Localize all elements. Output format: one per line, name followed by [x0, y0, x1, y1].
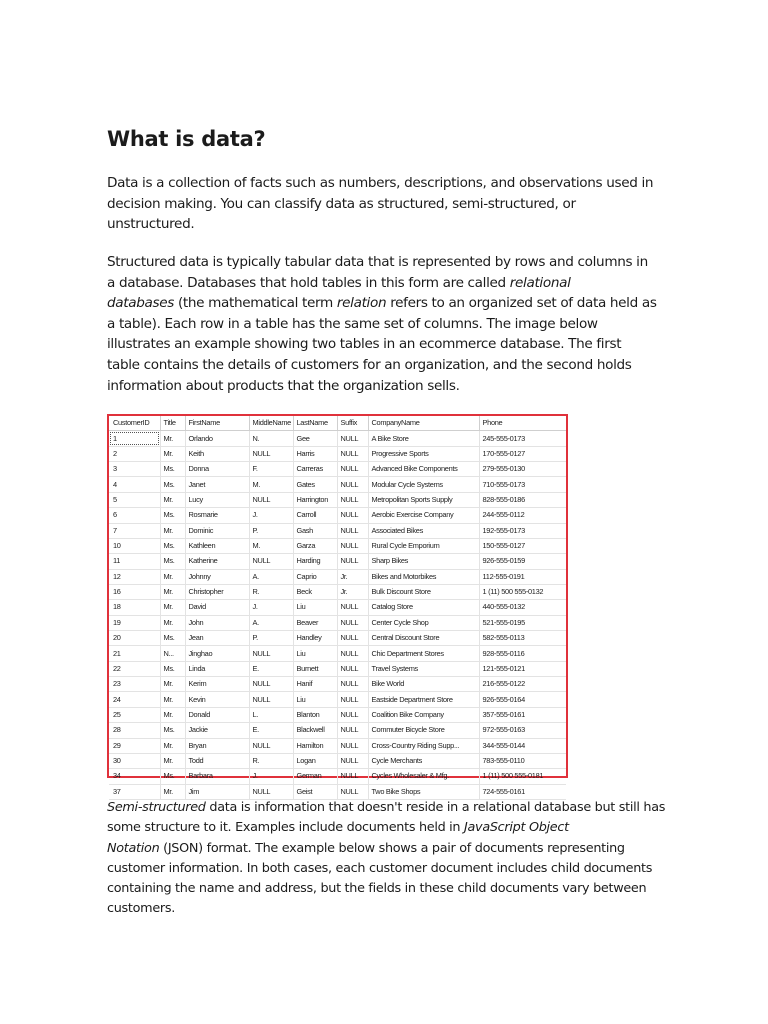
table-cell: NULL: [249, 446, 293, 461]
table-cell: Ms.: [160, 661, 185, 676]
table-cell: M.: [249, 538, 293, 553]
table-cell: Gash: [293, 523, 337, 538]
table-cell: Mr.: [160, 738, 185, 753]
table-cell: 521-555-0195: [479, 615, 566, 630]
table-cell: John: [185, 615, 249, 630]
table-row: [109, 600, 566, 615]
table-cell: Ms.: [160, 723, 185, 738]
table-cell: Harris: [293, 446, 337, 461]
table-cell: Orlando: [185, 431, 249, 446]
table-cell: Ms.: [160, 538, 185, 553]
table-cell: NULL: [337, 753, 368, 768]
column-header: Suffix: [337, 416, 368, 431]
table-cell: Mr.: [160, 446, 185, 461]
table-cell: 440-555-0132: [479, 600, 566, 615]
table-row: [109, 631, 566, 646]
table-cell: Jinghao: [185, 646, 249, 661]
table-cell: NULL: [337, 692, 368, 707]
text-line: [107, 818, 667, 838]
paragraph-structured-data: [107, 252, 667, 396]
table-cell: 245-555-0173: [479, 431, 566, 446]
table-cell: Barbara: [185, 769, 249, 784]
table-cell: NULL: [337, 615, 368, 630]
table-cell: 34: [109, 769, 160, 784]
table-cell: Center Cycle Shop: [368, 615, 479, 630]
table-cell: NULL: [337, 661, 368, 676]
table-cell: Mr.: [160, 492, 185, 507]
table-row: [109, 538, 566, 553]
table-cell: Bulk Discount Store: [368, 584, 479, 599]
table-cell: Mr.: [160, 677, 185, 692]
table-cell: NULL: [337, 738, 368, 753]
table-cell: Jean: [185, 631, 249, 646]
text-run: a database. Databases that hold tables in this form are called: [107, 274, 510, 291]
text-run: (JSON) format. The example below shows a pair of documents representing: [159, 840, 625, 856]
table-cell: F.: [249, 462, 293, 477]
table-cell: 4: [109, 477, 160, 492]
table-cell: NULL: [337, 631, 368, 646]
table-row: [109, 692, 566, 707]
table-cell: Keith: [185, 446, 249, 461]
table-cell: 112-555-0191: [479, 569, 566, 584]
table-cell: 1: [109, 431, 160, 446]
table-cell: Hanif: [293, 677, 337, 692]
table-row: [109, 723, 566, 738]
table-cell: Harrington: [293, 492, 337, 507]
text-line: Structured data is typically tabular data that is represented by rows and columns in: [107, 254, 648, 270]
table-cell: Kathleen: [185, 538, 249, 553]
table-row: [109, 584, 566, 599]
table-cell: E.: [249, 661, 293, 676]
table-cell: NULL: [337, 508, 368, 523]
column-header: CustomerID: [109, 416, 160, 431]
table-cell: Cross-Country Riding Supp...: [368, 738, 479, 753]
table-cell: Dominic: [185, 523, 249, 538]
table-cell: 279-555-0130: [479, 462, 566, 477]
table-cell: M.: [249, 477, 293, 492]
paragraph-semi-structured: [107, 798, 667, 920]
table-cell: Mr.: [160, 753, 185, 768]
table-cell: NULL: [249, 554, 293, 569]
table-cell: 150-555-0127: [479, 538, 566, 553]
text-line: [107, 273, 667, 294]
column-header: CompanyName: [368, 416, 479, 431]
table-cell: Jr.: [337, 584, 368, 599]
table-cell: Carroll: [293, 508, 337, 523]
column-header: LastName: [293, 416, 337, 431]
table-cell: Beaver: [293, 615, 337, 630]
table-cell: 6: [109, 508, 160, 523]
table-cell: Ms.: [160, 631, 185, 646]
table-cell: 10: [109, 538, 160, 553]
table-cell: Ms.: [160, 477, 185, 492]
column-header: FirstName: [185, 416, 249, 431]
table-cell: Liu: [293, 600, 337, 615]
table-cell: Liu: [293, 646, 337, 661]
table-cell: N.: [249, 431, 293, 446]
table-cell: N...: [160, 646, 185, 661]
table-row: [109, 508, 566, 523]
text-line: [107, 839, 667, 859]
table-cell: NULL: [337, 707, 368, 722]
table-cell: Aerobic Exercise Company: [368, 508, 479, 523]
table-cell: Mr.: [160, 431, 185, 446]
table-cell: Rural Cycle Emporium: [368, 538, 479, 553]
table-cell: NULL: [249, 692, 293, 707]
table-cell: Ms.: [160, 462, 185, 477]
table-cell: NULL: [337, 677, 368, 692]
table-row: [109, 492, 566, 507]
text-line: decision making. You can classify data as structured, semi-structured, or: [107, 195, 576, 212]
table-cell: NULL: [337, 446, 368, 461]
table-cell: 5: [109, 492, 160, 507]
customer-table-figure: [107, 414, 568, 796]
text-line: [107, 798, 667, 818]
table-cell: 344-555-0144: [479, 738, 566, 753]
table-cell: 22: [109, 661, 160, 676]
table-cell: Christopher: [185, 584, 249, 599]
table-cell: P.: [249, 523, 293, 538]
table-cell: 30: [109, 753, 160, 768]
table-row: [109, 646, 566, 661]
text-run: some structure to it. Examples include documents held in: [107, 820, 465, 836]
table-cell: Chic Department Stores: [368, 646, 479, 661]
table-cell: Ms.: [160, 508, 185, 523]
table-cell: 12: [109, 569, 160, 584]
table-cell: NULL: [337, 723, 368, 738]
table-cell: 926-555-0164: [479, 692, 566, 707]
table-cell: A Bike Store: [368, 431, 479, 446]
table-cell: NULL: [337, 462, 368, 477]
text-line: customer information. In both cases, each customer document includes child documents: [107, 860, 653, 876]
table-cell: Johnny: [185, 569, 249, 584]
table-row: [109, 769, 566, 784]
table-cell: J.: [249, 769, 293, 784]
table-cell: 928-555-0116: [479, 646, 566, 661]
table-cell: Mr.: [160, 523, 185, 538]
table-cell: Ms.: [160, 554, 185, 569]
table-cell: Ms.: [160, 769, 185, 784]
table-cell: 926-555-0159: [479, 554, 566, 569]
table-cell: Blanton: [293, 707, 337, 722]
table-cell: Linda: [185, 661, 249, 676]
column-header: Title: [160, 416, 185, 431]
table-cell: Logan: [293, 753, 337, 768]
table-cell: Rosmarie: [185, 508, 249, 523]
text-line: information about products that the organization sells.: [107, 377, 460, 394]
table-cell: Jim: [185, 784, 249, 799]
emphasis-relational: relational: [509, 274, 571, 291]
table-cell: Blackwell: [293, 723, 337, 738]
table-cell: 357-555-0161: [479, 707, 566, 722]
emphasis-notation: Notation: [107, 840, 160, 856]
table-cell: Cycle Merchants: [368, 753, 479, 768]
table-cell: Beck: [293, 584, 337, 599]
table-cell: 724-555-0161: [479, 784, 566, 799]
text-run: (the mathematical term: [173, 295, 337, 312]
table-row: [109, 446, 566, 461]
table-cell: Mr.: [160, 615, 185, 630]
table-cell: 1 (11) 500 555-0181: [479, 769, 566, 784]
text-run: data is information that doesn't reside in a relational database but still has: [205, 800, 666, 815]
table-cell: Associated Bikes: [368, 523, 479, 538]
table-row: [109, 753, 566, 768]
table-cell: Mr.: [160, 784, 185, 799]
table-cell: Sharp Bikes: [368, 554, 479, 569]
table-cell: Donald: [185, 707, 249, 722]
table-cell: Mr.: [160, 692, 185, 707]
table-body: [109, 431, 566, 800]
table-cell: Handley: [293, 631, 337, 646]
page-title: What is data?: [107, 127, 266, 151]
table-cell: 18: [109, 600, 160, 615]
table-cell: Bike World: [368, 677, 479, 692]
table-cell: Cycles Wholesaler & Mfg.: [368, 769, 479, 784]
table-cell: 19: [109, 615, 160, 630]
table-cell: Commuter Bicycle Store: [368, 723, 479, 738]
table-cell: Advanced Bike Components: [368, 462, 479, 477]
table-cell: Modular Cycle Systems: [368, 477, 479, 492]
table-cell: NULL: [337, 431, 368, 446]
table-row: [109, 554, 566, 569]
table-cell: E.: [249, 723, 293, 738]
table-cell: Jr.: [337, 569, 368, 584]
table-cell: Liu: [293, 692, 337, 707]
table-cell: 24: [109, 692, 160, 707]
text-line: customers.: [107, 901, 175, 917]
table-cell: 3: [109, 462, 160, 477]
table-cell: Geist: [293, 784, 337, 799]
table-cell: NULL: [249, 784, 293, 799]
text-run: refers to an organized set of data held as: [386, 295, 657, 312]
table-cell: Todd: [185, 753, 249, 768]
text-line: [107, 293, 667, 314]
table-cell: Janet: [185, 477, 249, 492]
table-cell: Bikes and Motorbikes: [368, 569, 479, 584]
table-cell: Gates: [293, 477, 337, 492]
table-cell: 29: [109, 738, 160, 753]
table-cell: J.: [249, 600, 293, 615]
table-cell: Burnett: [293, 661, 337, 676]
table-cell: 972-555-0163: [479, 723, 566, 738]
table-cell: Garza: [293, 538, 337, 553]
table-cell: Jackie: [185, 723, 249, 738]
table-cell: 11: [109, 554, 160, 569]
table-cell: NULL: [337, 554, 368, 569]
text-line: a table). Each row in a table has the same set of columns. The image below: [107, 315, 598, 332]
table-cell: L.: [249, 707, 293, 722]
table-cell: 216-555-0122: [479, 677, 566, 692]
column-header: MiddleName: [249, 416, 293, 431]
table-cell: 23: [109, 677, 160, 692]
table-cell: A.: [249, 615, 293, 630]
table-cell: NULL: [337, 784, 368, 799]
customer-table: [109, 416, 566, 800]
table-row: [109, 477, 566, 492]
table-cell: Metropolitan Sports Supply: [368, 492, 479, 507]
table-cell: 37: [109, 784, 160, 799]
table-cell: Bryan: [185, 738, 249, 753]
table-cell: 25: [109, 707, 160, 722]
table-row: [109, 431, 566, 446]
table-row: [109, 523, 566, 538]
table-cell: Kerim: [185, 677, 249, 692]
text-line: Data is a collection of facts such as numbers, descriptions, and observations used in: [107, 175, 654, 191]
table-cell: 16: [109, 584, 160, 599]
text-line: containing the name and address, but the fields in these child documents vary between: [107, 881, 647, 897]
table-cell: Mr.: [160, 600, 185, 615]
table-cell: Hamilton: [293, 738, 337, 753]
table-cell: NULL: [337, 523, 368, 538]
table-cell: Gee: [293, 431, 337, 446]
table-row: [109, 661, 566, 676]
table-cell: NULL: [249, 738, 293, 753]
table-cell: 828-555-0186: [479, 492, 566, 507]
text-line: table contains the details of customers for an organization, and the second holds: [107, 356, 632, 373]
table-cell: A.: [249, 569, 293, 584]
table-cell: Caprio: [293, 569, 337, 584]
emphasis-databases: databases: [107, 295, 174, 312]
table-row: [109, 707, 566, 722]
table-cell: Kevin: [185, 692, 249, 707]
table-cell: 121-555-0121: [479, 661, 566, 676]
table-cell: Mr.: [160, 707, 185, 722]
table-cell: Travel Systems: [368, 661, 479, 676]
table-cell: 20: [109, 631, 160, 646]
table-cell: Catalog Store: [368, 600, 479, 615]
text-line: illustrates an example showing two tables in an ecommerce database. The first: [107, 336, 622, 353]
table-row: [109, 462, 566, 477]
emphasis-semi-structured: Semi-structured: [107, 800, 206, 815]
table-cell: Eastside Department Store: [368, 692, 479, 707]
table-cell: Katherine: [185, 554, 249, 569]
table-cell: 244-555-0112: [479, 508, 566, 523]
table-cell: Two Bike Shops: [368, 784, 479, 799]
table-cell: 21: [109, 646, 160, 661]
table-cell: Carreras: [293, 462, 337, 477]
table-cell: German: [293, 769, 337, 784]
table-header-row: [109, 416, 566, 431]
table-cell: NULL: [337, 600, 368, 615]
table-cell: NULL: [337, 492, 368, 507]
table-cell: Mr.: [160, 584, 185, 599]
table-cell: NULL: [249, 492, 293, 507]
table-cell: NULL: [337, 538, 368, 553]
emphasis-javascript-object: JavaScript Object: [464, 820, 569, 836]
table-cell: 170-555-0127: [479, 446, 566, 461]
table-cell: Harding: [293, 554, 337, 569]
table-cell: David: [185, 600, 249, 615]
paragraph-definition: [107, 173, 667, 235]
table-cell: NULL: [337, 769, 368, 784]
emphasis-relation: relation: [336, 295, 387, 312]
table-row: [109, 677, 566, 692]
table-cell: R.: [249, 584, 293, 599]
table-cell: 192-555-0173: [479, 523, 566, 538]
table-cell: J.: [249, 508, 293, 523]
table-cell: 2: [109, 446, 160, 461]
table-row: [109, 569, 566, 584]
table-cell: P.: [249, 631, 293, 646]
table-cell: 783-555-0110: [479, 753, 566, 768]
text-line: unstructured.: [107, 216, 195, 233]
table-row: [109, 615, 566, 630]
table-cell: 28: [109, 723, 160, 738]
table-cell: NULL: [337, 477, 368, 492]
table-cell: Central Discount Store: [368, 631, 479, 646]
table-cell: NULL: [337, 646, 368, 661]
table-cell: 1 (11) 500 555-0132: [479, 584, 566, 599]
table-cell: Lucy: [185, 492, 249, 507]
table-cell: Progressive Sports: [368, 446, 479, 461]
table-cell: 710-555-0173: [479, 477, 566, 492]
column-header: Phone: [479, 416, 566, 431]
table-cell: Mr.: [160, 569, 185, 584]
table-cell: 7: [109, 523, 160, 538]
table-cell: R.: [249, 753, 293, 768]
table-cell: NULL: [249, 677, 293, 692]
table-cell: Donna: [185, 462, 249, 477]
table-cell: NULL: [249, 646, 293, 661]
table-row: [109, 738, 566, 753]
table-cell: 582-555-0113: [479, 631, 566, 646]
table-cell: Coalition Bike Company: [368, 707, 479, 722]
